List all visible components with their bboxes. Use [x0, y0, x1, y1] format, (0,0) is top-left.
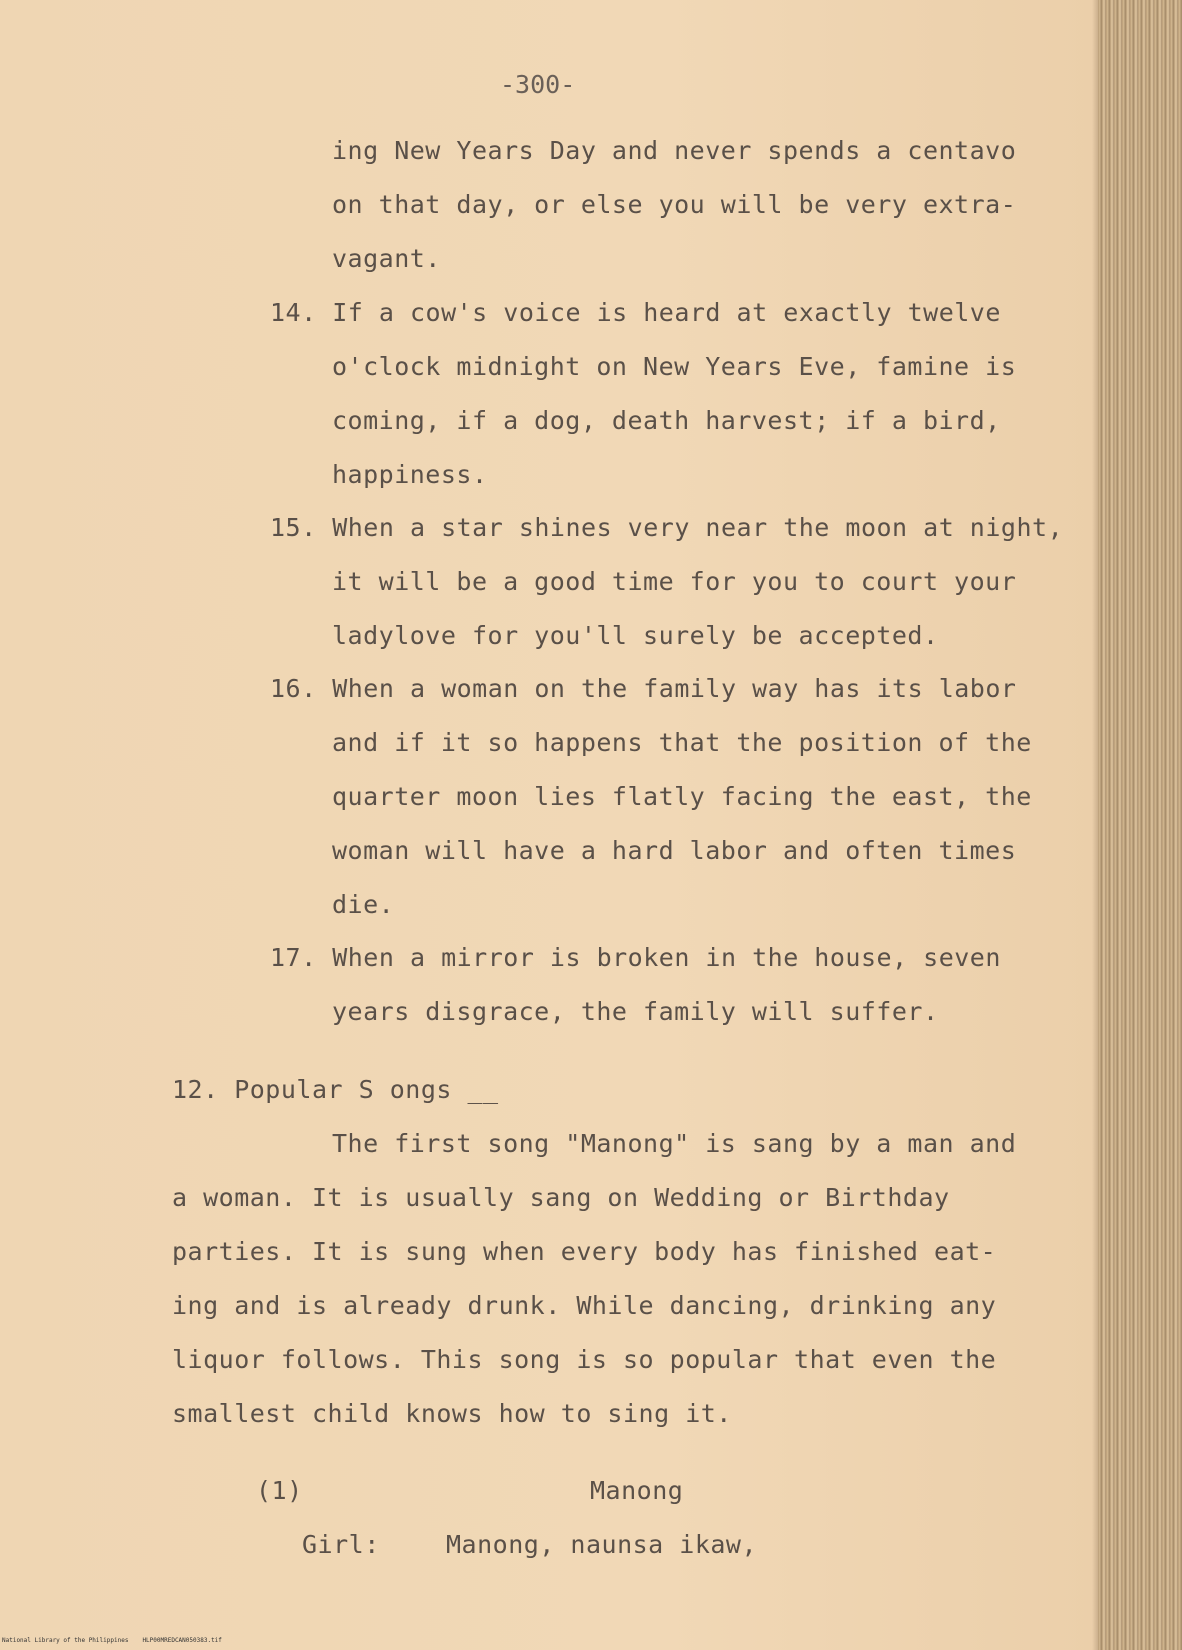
- text-line: ing New Years Day and never spends a centavo: [332, 136, 1017, 165]
- song-title: Manong: [590, 1476, 684, 1505]
- text-line: liquor follows. This song is so popular that even the: [172, 1345, 997, 1374]
- song-number: (1): [256, 1476, 303, 1505]
- text-line: woman will have a hard labor and often times: [332, 836, 1017, 865]
- text-line: it will be a good time for you to court your: [332, 567, 1017, 596]
- superstition-item-16: 16. When a woman on the family way has its labor: [270, 674, 1017, 703]
- text-line: a woman. It is usually sang on Wedding or Birthday: [172, 1183, 950, 1212]
- text-line: smallest child knows how to sing it.: [172, 1399, 732, 1428]
- text-line: on that day, or else you will be very extra-: [332, 190, 1017, 219]
- text-line: parties. It is sung when every body has finished eat-: [172, 1237, 997, 1266]
- text-line: vagant.: [332, 244, 441, 273]
- text-line: die.: [332, 890, 395, 919]
- page-number: -300-: [500, 70, 576, 99]
- text-line: years disgrace, the family will suffer.: [332, 997, 939, 1026]
- song-speaker-label: Girl:: [302, 1530, 380, 1559]
- text-line: happiness.: [332, 460, 488, 489]
- superstition-item-17: 17. When a mirror is broken in the house, seven: [270, 943, 1001, 972]
- song-lyric-line: Manong, naunsa ikaw,: [446, 1530, 758, 1559]
- text-line: The first song "Manong" is sang by a man and: [332, 1129, 1017, 1158]
- scan-footer: [2, 1637, 236, 1645]
- book-page-edges: [1098, 0, 1182, 1650]
- text-line: ing and is already drunk. While dancing, drinking any: [172, 1291, 997, 1320]
- text-line: o'clock midnight on New Years Eve, famine is: [332, 352, 1017, 381]
- superstition-item-14: 14. If a cow's voice is heard at exactly twelve: [270, 298, 1001, 327]
- footer-library: National Library of the Philippines: [2, 1637, 129, 1644]
- text-line: coming, if a dog, death harvest; if a bird,: [332, 406, 1001, 435]
- footer-filename: HLP00MREDCAN050383.tif: [142, 1637, 222, 1644]
- text-line: and if it so happens that the position of the: [332, 728, 1032, 757]
- text-line: quarter moon lies flatly facing the east, the: [332, 782, 1032, 811]
- section-heading-popular-songs: 12. Popular S ongs __: [172, 1075, 499, 1104]
- text-line: ladylove for you'll surely be accepted.: [332, 621, 939, 650]
- superstition-item-15: 15. When a star shines very near the moon at night,: [270, 513, 1064, 542]
